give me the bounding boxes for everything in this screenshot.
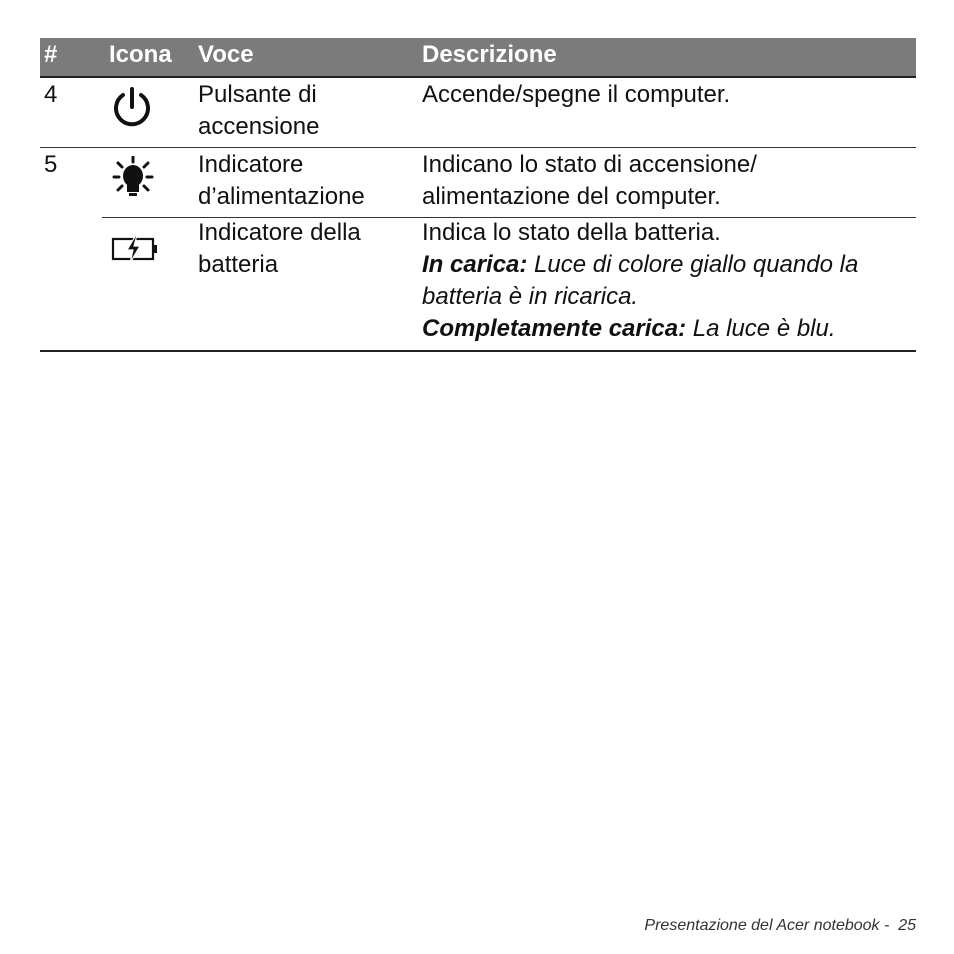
table-row: [40, 78, 916, 148]
row-voce: Indicatore della batteria: [198, 219, 361, 278]
power-icon: [110, 86, 154, 135]
light-bulb-icon: [110, 156, 156, 203]
header-icon: Icona: [109, 41, 172, 68]
row-descrizione: Indica lo stato della batteria. In carica: Luce di colore giallo quando la batteria è in ricarica. Completamente carica: La luce è blu.: [422, 219, 859, 342]
header-voce: Voce: [198, 41, 254, 68]
header-descrizione: Descrizione: [422, 41, 557, 68]
row-descrizione: Indicano lo stato di accensione/ alimentazione del computer.: [422, 151, 757, 210]
components-table: [40, 38, 916, 352]
table-row: [40, 218, 916, 352]
row-voce: Indicatore d’alimentazione: [198, 151, 365, 210]
page-footer: Presentazione del Acer notebook - 25: [644, 917, 916, 934]
row-descrizione: Accende/spegne il computer.: [422, 81, 731, 108]
header-num: #: [44, 41, 58, 68]
table-header: [40, 38, 916, 78]
row-number: 5: [44, 151, 58, 178]
row-voce: Pulsante di accensione: [198, 81, 320, 140]
full-charge-label: Completamente carica:: [422, 315, 687, 342]
table-row: [40, 148, 916, 218]
charging-label: In carica:: [422, 251, 528, 278]
row-number: 4: [44, 81, 58, 108]
battery-charging-icon: [111, 234, 159, 269]
